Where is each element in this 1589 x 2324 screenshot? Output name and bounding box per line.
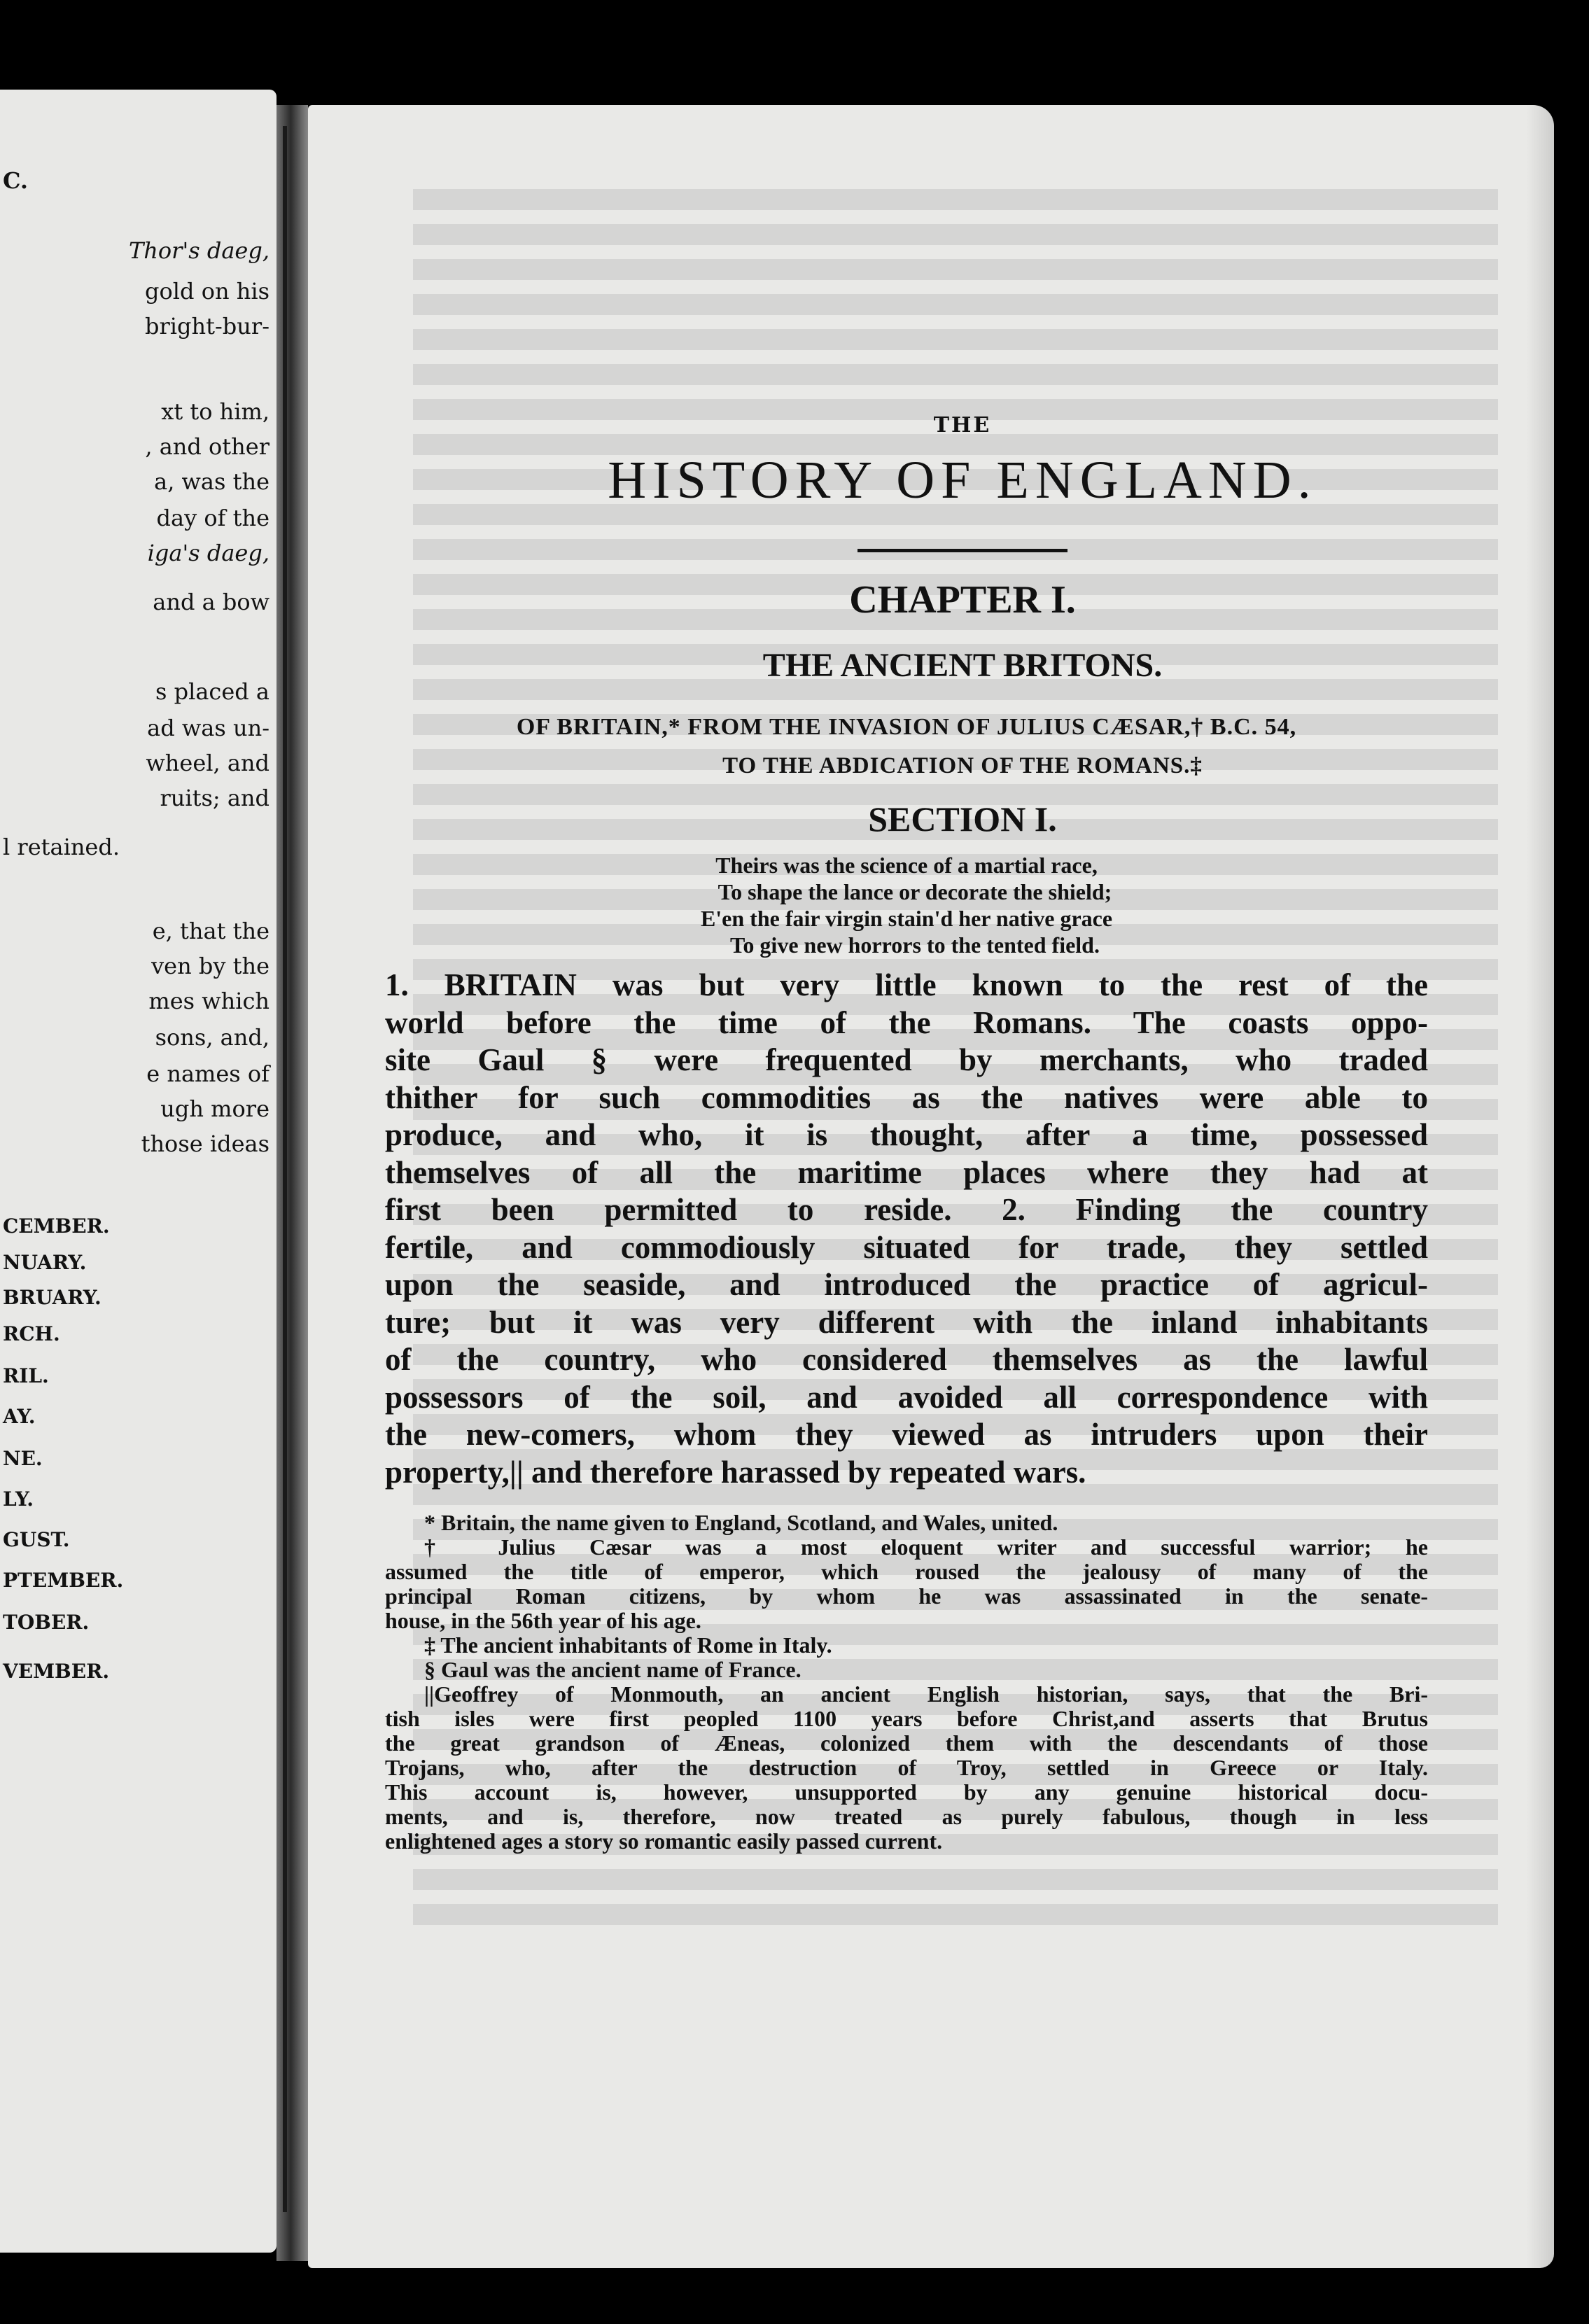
epigraph-line: To give new horrors to the tented field. — [730, 932, 1100, 958]
title-divider-rule — [858, 549, 1068, 552]
left-page-line: ugh more — [160, 1096, 270, 1122]
left-page-line: ruits; and — [160, 785, 270, 811]
left-page-line: RIL. — [3, 1364, 49, 1387]
left-page-line: ven by the — [151, 953, 270, 979]
footnote-line: house, in the 56th year of his age. — [385, 1608, 701, 1633]
left-page-line: those ideas — [141, 1130, 270, 1157]
footnote-line: principal Roman citizens, by whom he was assassinated in the senate- — [385, 1583, 1428, 1609]
left-page-line: LY. — [3, 1488, 34, 1511]
title-the-label: THE — [933, 413, 992, 438]
show-through-line — [413, 329, 1498, 350]
body-line: themselves of all the maritime places where they had at — [385, 1154, 1428, 1190]
show-through-line — [413, 1869, 1498, 1890]
body-line: 1. BRITAIN was but very little known to the rest of the — [385, 967, 1428, 1002]
left-page-line: gold on his — [145, 278, 270, 304]
left-page-line: ad was un- — [147, 715, 270, 741]
left-page-line: , and other — [145, 433, 270, 460]
body-line: possessors of the soil, and avoided all correspondence with — [385, 1379, 1428, 1415]
left-page-line: iga's daeg, — [147, 540, 270, 566]
left-page-line: NUARY. — [3, 1251, 87, 1274]
left-page-line: a, was the — [154, 468, 270, 495]
show-through-line — [413, 294, 1498, 315]
left-page-line: mes which — [148, 988, 270, 1014]
left-page-line: TOBER. — [3, 1611, 90, 1634]
main-page — [308, 105, 1554, 2268]
body-line: of the country, who considered themselves as the lawful — [385, 1342, 1428, 1377]
left-page-line: NE. — [3, 1447, 43, 1470]
footnote-line: tish isles were first peopled 1100 years before Christ,and asserts that Brutus — [385, 1706, 1428, 1731]
left-page-line: sons, and, — [155, 1024, 270, 1051]
body-line: ture; but it was very different with the inland inhabitants — [385, 1304, 1428, 1340]
left-page-line: GUST. — [3, 1528, 70, 1551]
epigraph-line: Theirs was the science of a martial race, — [715, 853, 1098, 878]
chapter-scope-line-2: TO THE ABDICATION OF THE ROMANS.‡ — [722, 753, 1203, 778]
epigraph-verse — [385, 852, 1428, 958]
left-facing-page — [0, 90, 276, 2253]
footnote-line: ‡ The ancient inhabitants of Rome in Italy. — [424, 1632, 832, 1658]
footnote-line: * Britain, the name given to England, Scotland, and Wales, united. — [424, 1510, 1058, 1535]
body-line: fertile, and commodiously situated for trade, they settled — [385, 1229, 1428, 1265]
left-page-line: Thor's daeg, — [128, 237, 270, 264]
show-through-line — [413, 1904, 1498, 1925]
body-paragraph — [385, 967, 1428, 1491]
chapter-subtitle: THE ANCIENT BRITONS. — [762, 647, 1163, 684]
book-spine — [276, 105, 308, 2261]
left-page-line: e names of — [146, 1060, 270, 1087]
footnote-line: ments, and is, therefore, now treated as purely fabulous, though in less — [385, 1804, 1428, 1829]
footnote-line: the great grandson of Æneas, colonized them with the descendants of those — [385, 1730, 1428, 1756]
left-page-line: VEMBER. — [3, 1660, 110, 1683]
footnote-line: enlightened ages a story so romantic easily passed current. — [385, 1828, 943, 1854]
left-page-line: C. — [3, 167, 29, 194]
show-through-line — [413, 224, 1498, 245]
left-page-line: l retained. — [3, 834, 120, 860]
left-page-line: e, that the — [152, 918, 270, 944]
body-line: site Gaul § were frequented by merchants, who traded — [385, 1042, 1428, 1077]
footnote-line: assumed the title of emperor, which roused the jealousy of many of the — [385, 1559, 1428, 1584]
page-content — [385, 413, 1428, 1854]
body-line: world before the time of the Romans. The coasts oppo- — [385, 1004, 1428, 1040]
book-title: HISTORY OF ENGLAND. — [608, 451, 1317, 510]
body-line: thither for such commodities as the natives were able to — [385, 1079, 1428, 1115]
footnote-line: This account is, however, unsupported by any genuine historical docu- — [385, 1779, 1428, 1805]
body-line: first been permitted to reside. 2. Finding the country — [385, 1192, 1428, 1227]
left-page-line: AY. — [3, 1405, 36, 1428]
show-through-line — [413, 364, 1498, 385]
left-page-line: BRUARY. — [3, 1286, 102, 1309]
body-line: produce, and who, it is thought, after a time, possessed — [385, 1117, 1428, 1152]
epigraph-line: E'en the fair virgin stain'd her native grace — [700, 906, 1113, 931]
body-line: the new-comers, whom they viewed as intruders upon their — [385, 1417, 1428, 1452]
left-page-line: and a bow — [153, 589, 270, 615]
left-page-line: CEMBER. — [3, 1214, 110, 1238]
footnote-line: † Julius Cæsar was a most eloquent writer and successful warrior; he — [424, 1534, 1428, 1560]
body-line: upon the seaside, and introduced the practice of agricul- — [385, 1267, 1428, 1302]
show-through-line — [413, 189, 1498, 210]
footnote-line: § Gaul was the ancient name of France. — [424, 1657, 802, 1682]
left-page-line: day of the — [156, 505, 270, 531]
section-title: SECTION I. — [868, 799, 1057, 839]
left-page-line: s placed a — [155, 678, 270, 705]
left-page-line: bright-bur- — [145, 313, 270, 340]
left-page-line: RCH. — [3, 1322, 60, 1345]
left-page-line: wheel, and — [146, 750, 270, 776]
footnote-line: ||Geoffrey of Monmouth, an ancient English historian, says, that the Bri- — [424, 1681, 1428, 1707]
footnotes — [385, 1511, 1428, 1854]
chapter-scope-line-1: OF BRITAIN,* FROM THE INVASION OF JULIUS CÆSAR,† B.C. 54, — [516, 714, 1297, 740]
chapter-title: CHAPTER I. — [849, 578, 1076, 622]
body-line: property,|| and therefore harassed by repeated wars. — [385, 1454, 1086, 1490]
left-page-line: PTEMBER. — [3, 1569, 124, 1592]
left-page-line: xt to him, — [161, 398, 270, 425]
show-through-line — [413, 259, 1498, 280]
gutter-rule — [283, 126, 287, 2212]
footnote-line: Trojans, who, after the destruction of Troy, settled in Greece or Italy. — [385, 1755, 1428, 1780]
page-edge-shadow — [1526, 105, 1554, 2268]
epigraph-line: To shape the lance or decorate the shield; — [718, 879, 1112, 904]
